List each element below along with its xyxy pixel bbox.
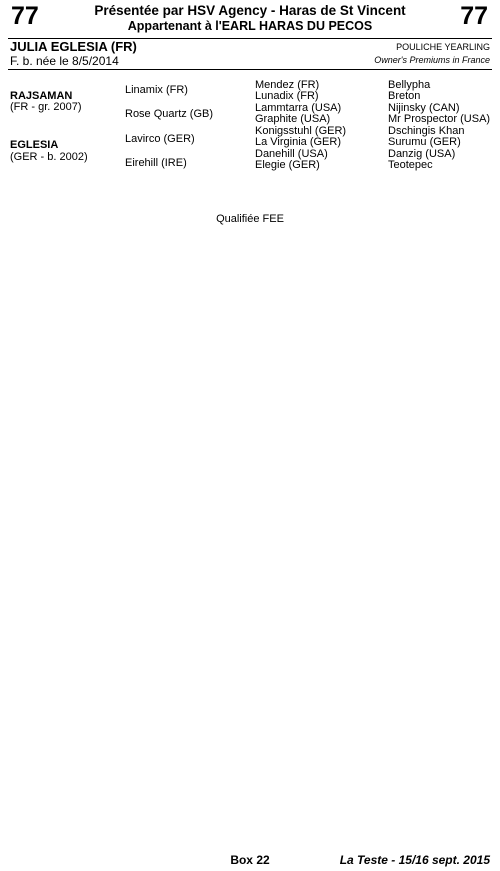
lot-number-right: 77 xyxy=(460,2,488,30)
horse-name: JULIA EGLESIA (FR) xyxy=(10,39,137,54)
pedigree-g4-1: Bellypha xyxy=(388,79,431,91)
pedigree-sire-info: (FR - gr. 2007) xyxy=(10,101,82,113)
box-number: Box 22 xyxy=(230,853,270,867)
pedigree-g2-3: Lavirco (GER) xyxy=(125,133,195,145)
pedigree-g3-5: Konigsstuhl (GER) xyxy=(255,125,347,137)
pedigree-g4-7: Danzig (USA) xyxy=(388,148,456,160)
owner-line: Appartenant à l'EARL HARAS DU PECOS xyxy=(127,19,373,33)
pedigree-dam-info: (GER - b. 2002) xyxy=(10,151,88,163)
title-rule xyxy=(8,69,492,70)
horse-category: POULICHE YEARLING xyxy=(396,42,490,52)
catalogue-header xyxy=(0,0,500,40)
pedigree-g2-4: Eirehill (IRE) xyxy=(125,157,187,169)
pedigree-dam: EGLESIA xyxy=(10,139,59,151)
pedigree-g3-8: Elegie (GER) xyxy=(255,159,320,171)
pedigree-sire: RAJSAMAN xyxy=(10,90,73,102)
pedigree-g3-3: Lammtarra (USA) xyxy=(255,102,342,114)
pedigree-g2-2: Rose Quartz (GB) xyxy=(125,108,214,120)
pedigree-g2-1: Linamix (FR) xyxy=(125,84,188,96)
pedigree-g4-5: Dschingis Khan xyxy=(388,125,465,137)
pedigree-g3-2: Lunadix (FR) xyxy=(255,90,319,102)
pedigree-g4-4: Mr Prospector (USA) xyxy=(388,113,491,125)
pedigree-g3-1: Mendez (FR) xyxy=(255,79,320,91)
pedigree-g3-6: La Virginia (GER) xyxy=(255,136,341,148)
pedigree-g3-4: Graphite (USA) xyxy=(255,113,331,125)
pedigree-g4-2: Breton xyxy=(388,90,421,102)
horse-birth: F. b. née le 8/5/2014 xyxy=(10,54,119,68)
premiums-note: Owner's Premiums in France xyxy=(374,55,490,65)
pedigree-g3-7: Danehill (USA) xyxy=(255,148,328,160)
pedigree-g4-6: Surumu (GER) xyxy=(388,136,461,148)
qualification: Qualifiée FEE xyxy=(216,213,284,225)
pedigree-g4-8: Teotepec xyxy=(388,159,433,171)
page-footer xyxy=(0,852,500,870)
lot-number-left: 77 xyxy=(11,2,39,30)
sale-location-date: La Teste - 15/16 sept. 2015 xyxy=(339,853,490,867)
presenter-line: Présentée par HSV Agency - Haras de St Vincent xyxy=(94,3,406,18)
pedigree-g4-3: Nijinsky (CAN) xyxy=(388,102,460,114)
